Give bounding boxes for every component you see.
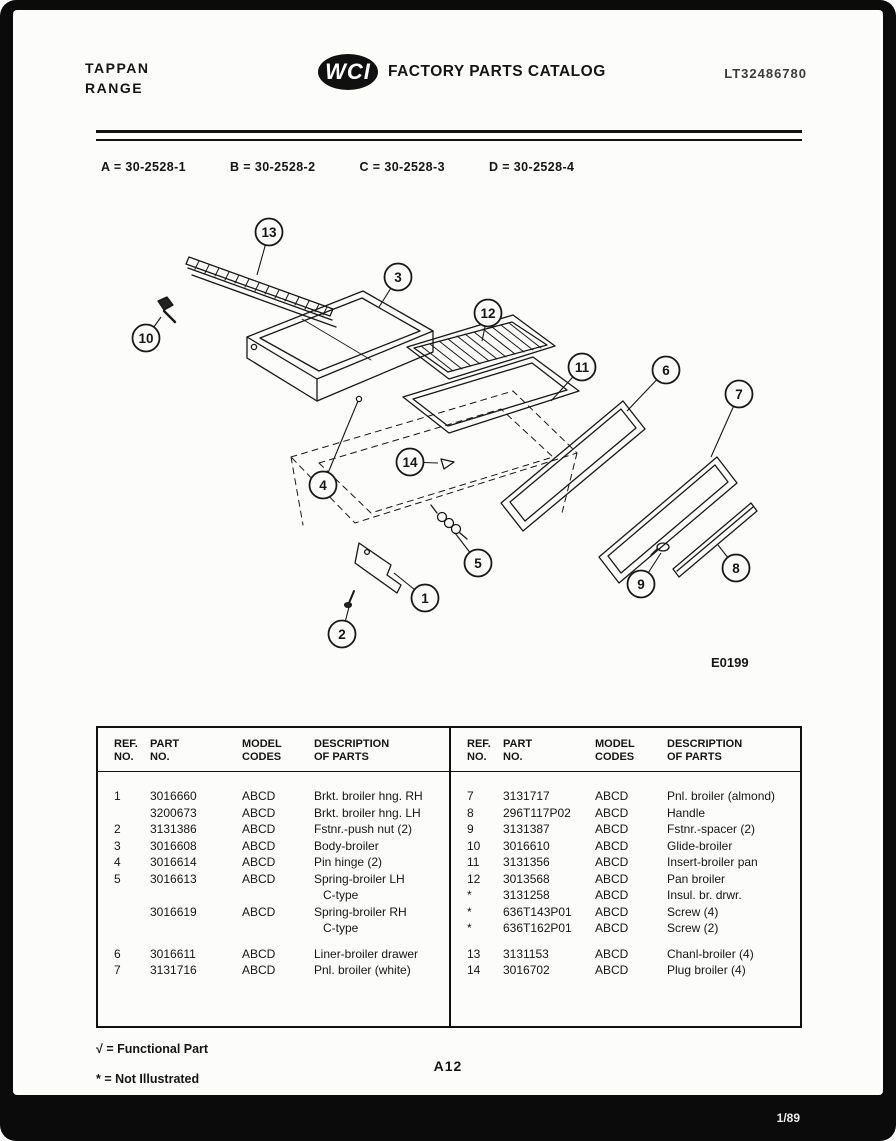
part-row: [114, 946, 445, 963]
cell-part: 636T162P01: [503, 921, 572, 935]
part-row: [467, 920, 796, 937]
cell-codes: [242, 887, 314, 904]
column-header: DESCRIPTION OF PARTS: [667, 738, 743, 763]
cell-ref: 4: [114, 855, 121, 869]
cell-part: 3131717: [503, 789, 550, 803]
page-number: A12: [433, 1058, 463, 1074]
cell-part: 3016610: [503, 838, 550, 853]
callout-number: 13: [261, 224, 277, 240]
cell-desc: Insert-broiler pan: [667, 855, 758, 869]
cell-part: 3013568: [503, 871, 550, 886]
cell-part: [150, 887, 242, 904]
spring-part: [431, 505, 467, 539]
cell-ref: [114, 920, 150, 937]
callout-10: [133, 317, 162, 352]
cell-codes: ABCD: [595, 789, 629, 803]
callout-1: [394, 573, 439, 612]
table-body: [451, 772, 800, 979]
cell-ref: 10: [467, 838, 481, 853]
cell-ref: 9: [467, 822, 474, 836]
cell-desc: Chanl-broiler (4): [667, 946, 754, 961]
model-code: A = 30-2528-1: [101, 160, 186, 174]
cell-desc: Brkt. broiler hng. LH: [314, 805, 421, 820]
brand: [85, 58, 149, 99]
cell-desc: Pnl. broiler (almond): [667, 789, 776, 803]
callout-number: 11: [574, 359, 590, 375]
callout-13: [256, 219, 283, 276]
callout-number: 14: [402, 454, 418, 470]
cell-codes: ABCD: [595, 855, 629, 869]
part-row: [114, 871, 445, 888]
cell-desc: Fstnr.-spacer (2): [667, 822, 756, 836]
document-number: LT32486780: [724, 66, 807, 81]
callout-number: 12: [480, 305, 496, 321]
callout-number: 3: [394, 269, 402, 285]
cell-codes: ABCD: [242, 963, 276, 977]
callout-number: 10: [138, 330, 154, 346]
model-code: C = 30-2528-3: [359, 160, 445, 174]
broiler-pan-part: [403, 357, 579, 433]
callout-8: [718, 545, 750, 582]
callout-9: [628, 553, 662, 598]
part-row: [467, 887, 796, 904]
catalog-page: [13, 10, 883, 1095]
callout-number: 1: [421, 590, 429, 606]
part-row: [467, 871, 796, 888]
callout-7: [711, 381, 753, 458]
cell-codes: [242, 920, 314, 937]
cell-ref: 7: [114, 963, 121, 977]
cell-codes: ABCD: [595, 963, 629, 977]
cell-desc: Pin hinge (2): [314, 855, 383, 869]
part-row: [114, 904, 445, 921]
broiler-body-part: [247, 291, 433, 402]
clip-part: [441, 459, 454, 469]
table-header-row: [451, 728, 800, 772]
cell-codes: ABCD: [595, 904, 629, 919]
cell-desc: Insul. br. drwr.: [667, 888, 742, 902]
part-row: [467, 788, 796, 805]
cell-desc: Spring-broiler LH: [314, 871, 405, 886]
callout-12: [475, 300, 502, 342]
model-code: D = 30-2528-4: [488, 160, 575, 174]
brand-line1: TAPPAN: [85, 60, 150, 76]
diagram-code: E0199: [711, 655, 749, 670]
cell-codes: ABCD: [595, 822, 629, 836]
cell-codes: ABCD: [595, 921, 629, 935]
callout-14: [397, 449, 439, 476]
cell-codes: ABCD: [595, 871, 629, 886]
cell-part: [150, 920, 242, 937]
cell-codes: ABCD: [595, 888, 629, 902]
cell-ref: [114, 904, 150, 921]
cell-ref: 7: [467, 789, 474, 803]
part-row: [467, 962, 796, 979]
cell-desc: Glide-broiler: [667, 838, 733, 853]
model-code: B = 30-2528-2: [230, 160, 316, 174]
column-header: DESCRIPTION OF PARTS: [314, 738, 390, 763]
date-code: 1/89: [776, 1111, 800, 1125]
callout-number: 4: [319, 477, 327, 493]
part-row: [114, 805, 445, 822]
cell-part: 3016613: [150, 871, 197, 886]
cell-part: 3131387: [503, 822, 550, 836]
part-row: [114, 887, 445, 904]
cell-codes: ABCD: [242, 871, 276, 886]
cell-codes: ABCD: [595, 946, 629, 961]
cell-desc: Liner-broiler drawer: [314, 946, 419, 961]
cell-ref: *: [467, 888, 472, 902]
cell-ref: 13: [467, 946, 481, 961]
part-row: [114, 920, 445, 937]
callout-3: [379, 264, 412, 308]
table-body: [98, 772, 449, 979]
callout-number: 8: [732, 560, 740, 576]
cell-part: 3131386: [150, 822, 197, 836]
exploded-diagram: [61, 195, 861, 700]
callout-number: 5: [474, 555, 482, 571]
footnote-functional: √ = Functional Part: [96, 1042, 209, 1056]
column-header: REF. NO.: [114, 738, 138, 763]
cell-ref: 3: [114, 838, 121, 853]
cell-ref: 2: [114, 822, 121, 836]
part-row: [467, 821, 796, 838]
column-header: MODEL CODES: [242, 738, 282, 763]
brand-line2: RANGE: [85, 80, 144, 97]
catalog-title: FACTORY PARTS CATALOG: [388, 63, 606, 80]
part-row: [114, 788, 445, 805]
cell-desc: Screw (4): [667, 904, 719, 919]
parts-table: [96, 726, 802, 1028]
callout-layer: [133, 219, 753, 648]
parts-table-right: [449, 728, 800, 1026]
cell-ref: *: [467, 921, 472, 935]
cell-codes: ABCD: [242, 904, 276, 919]
cell-part: 3016608: [150, 838, 197, 853]
cell-desc: Pnl. broiler (white): [314, 963, 411, 977]
callout-number: 9: [637, 576, 645, 592]
cell-part: 3131258: [503, 888, 550, 902]
cell-part: 3016702: [503, 963, 550, 977]
cell-part: 3131356: [503, 855, 550, 869]
cell-desc: Screw (2): [667, 921, 719, 935]
cell-desc: Handle: [667, 805, 706, 820]
callout-6: [627, 357, 680, 412]
title-group: [318, 54, 606, 90]
callout-number: 6: [662, 362, 670, 378]
cell-ref: 6: [114, 946, 121, 961]
callout-number: 2: [338, 626, 346, 642]
cell-codes: ABCD: [242, 822, 276, 836]
cell-desc: Plug broiler (4): [667, 963, 746, 977]
cell-part: 3016619: [150, 904, 197, 919]
column-header: MODEL CODES: [595, 738, 635, 763]
column-header: REF. NO.: [467, 738, 491, 763]
outer-panel-part: [599, 457, 737, 583]
part-row: [467, 854, 796, 871]
cell-desc: Pan broiler: [667, 871, 726, 886]
screw2-part: [345, 591, 354, 607]
cell-codes: ABCD: [242, 946, 276, 961]
part-row: [467, 838, 796, 855]
part-row: [467, 805, 796, 822]
wci-logo: WCI: [318, 54, 378, 90]
callout-11: [551, 354, 596, 402]
cell-desc: C-type: [323, 921, 359, 935]
cell-desc: C-type: [323, 888, 359, 902]
cell-ref: 8: [467, 805, 474, 820]
part-row: [467, 904, 796, 921]
cell-codes: ABCD: [242, 789, 276, 803]
cell-desc: Spring-broiler RH: [314, 904, 407, 919]
cell-ref: 1: [114, 789, 121, 803]
cell-desc: Body-broiler: [314, 838, 379, 853]
cell-codes: ABCD: [595, 838, 629, 853]
cell-codes: ABCD: [595, 805, 629, 820]
cell-ref: [114, 805, 150, 822]
cell-part: 636T143P01: [503, 904, 572, 919]
cell-codes: ABCD: [242, 805, 276, 820]
part-row: [467, 946, 796, 963]
column-header: PART NO.: [150, 738, 180, 763]
part-row: [114, 821, 445, 838]
cell-desc: Fstnr.-push nut (2): [314, 822, 413, 836]
callout-5: [455, 533, 492, 577]
cell-part: 296T117P02: [503, 805, 571, 820]
footnote-not-illustrated: * = Not Illustrated: [96, 1072, 200, 1086]
callout-2: [329, 607, 356, 648]
part-row: [114, 962, 445, 979]
cell-part: 3016611: [150, 946, 196, 961]
header-rule: [96, 130, 802, 141]
cell-codes: ABCD: [242, 855, 276, 869]
hinge-bracket-part: [355, 543, 401, 593]
cell-part: 3016660: [150, 789, 197, 803]
column-header: PART NO.: [503, 738, 533, 763]
cell-ref: *: [467, 904, 472, 919]
cell-ref: 14: [467, 963, 481, 977]
cell-ref: 11: [467, 855, 480, 869]
cell-part: 3200673: [150, 805, 197, 820]
cell-ref: [114, 887, 150, 904]
cell-codes: ABCD: [242, 838, 276, 853]
cell-part: 3131153: [503, 946, 549, 961]
parts-table-left: [98, 728, 449, 1026]
cell-part: 3131716: [150, 963, 197, 977]
cell-desc: Brkt. broiler hng. RH: [314, 789, 423, 803]
callout-number: 7: [735, 386, 743, 402]
cell-part: 3016614: [150, 855, 197, 869]
cell-ref: 12: [467, 871, 481, 886]
part-row: [114, 854, 445, 871]
table-header-row: [98, 728, 449, 772]
part-row: [114, 838, 445, 855]
model-list: [101, 160, 574, 174]
cell-ref: 5: [114, 871, 121, 886]
